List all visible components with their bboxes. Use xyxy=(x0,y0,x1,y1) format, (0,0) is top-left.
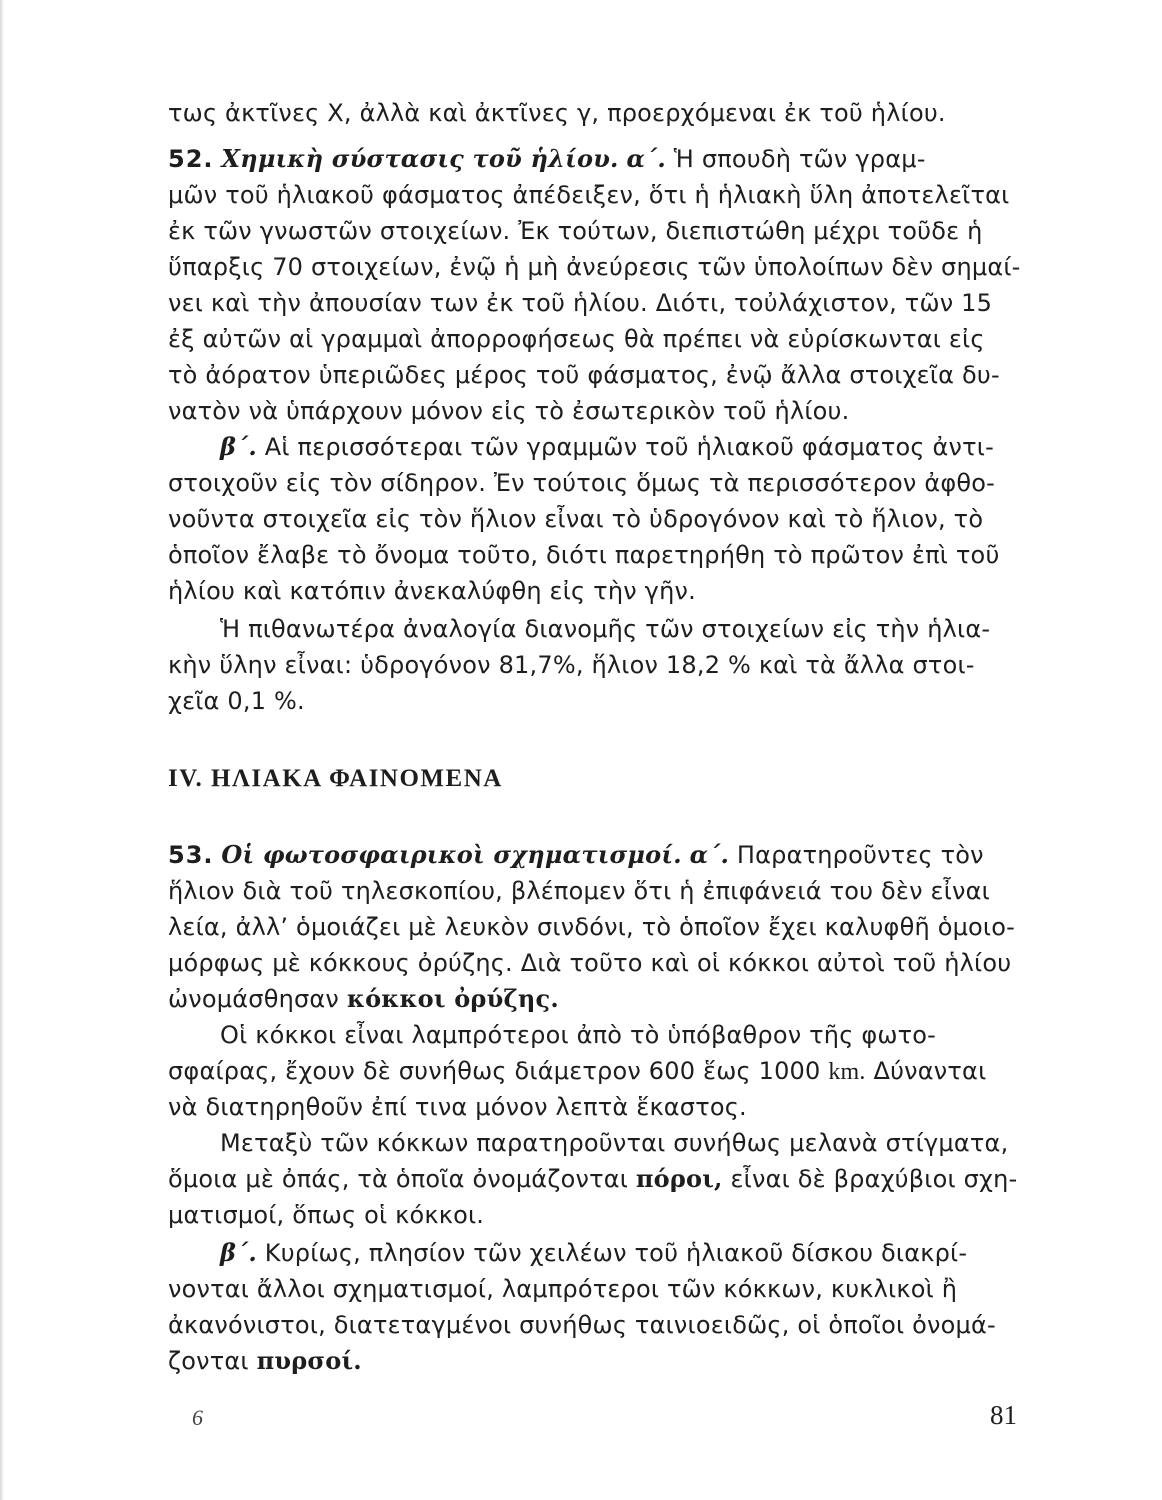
text-run: σφαίρας, ἔχουν δὲ συνήθως διάμετρον 600 ἕως 1000 xyxy=(168,1057,821,1085)
text-line: ἀκανόνιστοι, διατεταγμένοι συνήθως ταινιοειδῶς, οἱ ὁποῖοι ὀνομά- xyxy=(168,1311,996,1339)
text-run: Παρατηροῦντες τὸν xyxy=(736,841,984,869)
text-line: ἡλίου καὶ κατόπιν ἀνεκαλύφθη εἰς τὴν γῆν. xyxy=(168,577,696,605)
section-title: Χημικὴ σύστασις τοῦ ἡλίου. xyxy=(221,144,619,173)
section-title: Οἱ φωτοσφαιρικοὶ σχηματισμοί. xyxy=(221,840,682,869)
paragraph-marker: β΄. xyxy=(220,432,257,461)
text-run: Κυρίως, πλησίον τῶν χειλέων τοῦ ἡλιακοῦ δίσκου διακρί- xyxy=(264,1239,968,1267)
text-line: λεία, ἀλλ’ ὁμοιάζει μὲ λευκὸν σινδόνι, τὸ ὁποῖον ἔχει καλυφθῆ ὁμοιο- xyxy=(168,913,1015,941)
text-line: τὸ ἀόρατον ὑπεριῶδες μέρος τοῦ φάσματος, ἐνῷ ἄλλα στοιχεῖα δυ- xyxy=(168,361,1000,389)
text-run: Αἱ περισσότεραι τῶν γραμμῶν τοῦ ἡλιακοῦ φάσματος ἀντι- xyxy=(264,433,994,461)
text-run: Ἡ σπουδὴ τῶν γραμ- xyxy=(673,145,926,173)
page-edge-shadow xyxy=(0,0,4,1500)
text-line: μόρφως μὲ κόκκους ὀρύζης. Διὰ τοῦτο καὶ οἱ κόκκοι αὐτοὶ τοῦ ἡλίου xyxy=(168,949,1012,977)
text-run: ζονται xyxy=(168,1347,249,1375)
text-line: ἐκ τῶν γνωστῶν στοιχείων. Ἐκ τούτων, διεπιστώθη μέχρι τοῦδε ἡ xyxy=(168,217,983,245)
text-line: Οἱ κόκκοι εἶναι λαμπρότεροι ἀπὸ τὸ ὑπόβαθρον τῆς φωτο- xyxy=(220,1021,937,1049)
page-number: 81 xyxy=(990,1400,1017,1430)
paragraph-marker: β΄. xyxy=(220,1238,257,1267)
text-line: νει καὶ τὴν ἀπουσίαν των ἐκ τοῦ ἡλίου. Διότι, τοὐλάχιστον, τῶν 15 xyxy=(168,289,993,317)
text-run: ὅμοια μὲ ὀπάς, τὰ ὁποῖα ὀνομάζονται xyxy=(168,1165,629,1193)
text-line: Ἡ πιθανωτέρα ἀναλογία διανομῆς τῶν στοιχείων εἰς τὴν ἡλια- xyxy=(220,615,991,643)
bold-term: πόροι, xyxy=(635,1164,723,1193)
section-number: 52. xyxy=(168,145,214,173)
text-line: χεῖα 0,1 %. xyxy=(168,687,305,715)
text-line: νονται ἄλλοι σχηματισμοί, λαμπρότεροι τῶν κόκκων, κυκλικοὶ ἢ xyxy=(168,1275,958,1303)
text-line: τως ἀκτῖνες Χ, ἀλλὰ καὶ ἀκτῖνες γ, προερχόμεναι ἐκ τοῦ ἡλίου. xyxy=(168,99,946,127)
signature-mark: 6 xyxy=(192,1405,203,1430)
text-run: ὠνομάσθησαν xyxy=(168,985,340,1013)
text-line: Μεταξὺ τῶν κόκκων παρατηροῦνται συνήθως μελανὰ στίγματα, xyxy=(220,1129,1009,1157)
text-line: ἥλιον διὰ τοῦ τηλεσκοπίου, βλέπομεν ὅτι ἡ ἐπιφάνειά του δὲν εἶναι xyxy=(168,877,990,905)
text-line: νοῦντα στοιχεῖα εἰς τὸν ἥλιον εἶναι τὸ ὑδρογόνον καὶ τὸ ἥλιον, τὸ xyxy=(168,505,984,533)
text-line xyxy=(168,1344,1026,1378)
text-line: μῶν τοῦ ἡλιακοῦ φάσματος ἀπέδειξεν, ὅτι ἡ ἡλιακὴ ὕλη ἀποτελεῖται xyxy=(168,181,1010,209)
paragraph-b-first-line xyxy=(220,1236,1026,1270)
text-line xyxy=(168,1054,1026,1089)
text-line: ἐξ αὐτῶν αἱ γραμμαὶ ἀπορροφήσεως θὰ πρέπει νὰ εὑρίσκωνται εἰς xyxy=(168,325,985,353)
paragraph-b-first-line xyxy=(220,430,1026,464)
text-line: ὁποῖον ἔλαβε τὸ ὄνομα τοῦτο, διότι παρετηρήθη τὸ πρῶτον ἐπὶ τοῦ xyxy=(168,541,1000,569)
section-number: 53. xyxy=(168,841,214,869)
bold-term: κόκκοι ὀρύζης. xyxy=(346,984,559,1013)
text-line: ματισμοί, ὅπως οἱ κόκκοι. xyxy=(168,1201,485,1229)
section-52-heading-line xyxy=(168,142,1026,176)
bold-term: πυρσοί. xyxy=(256,1346,362,1375)
paragraph-marker: α΄. xyxy=(689,840,730,869)
text-line xyxy=(168,982,1026,1016)
text-line: νατὸν νὰ ὑπάρχουν μόνον εἰς τὸ ἐσωτερικὸν τοῦ ἡλίου. xyxy=(168,397,850,425)
section-53-heading-line xyxy=(168,838,1026,872)
text-line: ὕπαρξις 70 στοιχείων, ἐνῷ ἡ μὴ ἀνεύρεσις τῶν ὑπολοίπων δὲν σημαί- xyxy=(168,253,1021,281)
text-run: Δύνανται xyxy=(873,1057,987,1085)
paragraph-marker: α΄. xyxy=(626,144,666,173)
text-line: νὰ διατηρηθοῦν ἐπί τινα μόνον λεπτὰ ἕκαστος. xyxy=(168,1093,747,1121)
unit-text: km. xyxy=(828,1059,866,1085)
text-run: εἶναι δὲ βραχύβιοι σχη- xyxy=(730,1165,1018,1193)
text-line: κὴν ὕλην εἶναι: ὑδρογόνον 81,7%, ἥλιον 18,2 % καὶ τὰ ἄλλα στοι- xyxy=(168,651,975,679)
text-line xyxy=(168,1162,1026,1196)
chapter-heading: IV. ΗΛΙΑΚΑ ΦΑΙΝΟΜΕΝΑ xyxy=(168,765,503,792)
text-line: στοιχοῦν εἰς τὸν σίδηρον. Ἐν τούτοις ὅμως τὰ περισσότερον ἀφθο- xyxy=(168,469,996,497)
